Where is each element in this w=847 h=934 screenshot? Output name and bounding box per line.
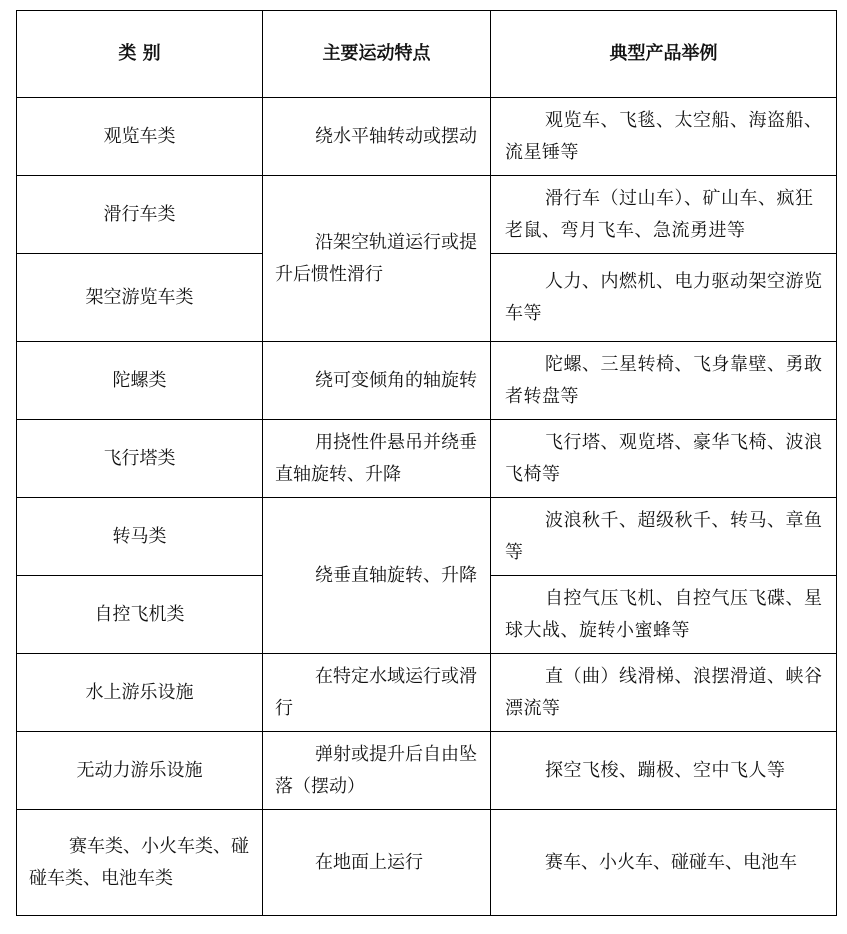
examples-cell: 赛车、小火车、碰碰车、电池车 bbox=[491, 810, 837, 916]
examples-cell: 直（曲）线滑梯、浪摆滑道、峡谷漂流等 bbox=[491, 654, 837, 732]
feature-cell: 沿架空轨道运行或提升后惯性滑行 bbox=[263, 176, 491, 342]
category-cell: 赛车类、小火车类、碰碰车类、电池车类 bbox=[17, 810, 263, 916]
category-cell: 无动力游乐设施 bbox=[17, 732, 263, 810]
header-examples: 典型产品举例 bbox=[491, 11, 837, 98]
category-cell: 转马类 bbox=[17, 498, 263, 576]
category-cell: 观览车类 bbox=[17, 98, 263, 176]
examples-cell: 陀螺、三星转椅、飞身靠壁、勇敢者转盘等 bbox=[491, 342, 837, 420]
examples-cell: 探空飞梭、蹦极、空中飞人等 bbox=[491, 732, 837, 810]
header-feature: 主要运动特点 bbox=[263, 11, 491, 98]
examples-cell: 人力、内燃机、电力驱动架空游览车等 bbox=[491, 254, 837, 342]
feature-cell: 绕水平轴转动或摆动 bbox=[263, 98, 491, 176]
examples-cell: 观览车、飞毯、太空船、海盗船、流星锤等 bbox=[491, 98, 837, 176]
examples-cell: 飞行塔、观览塔、豪华飞椅、波浪飞椅等 bbox=[491, 420, 837, 498]
feature-cell: 绕可变倾角的轴旋转 bbox=[263, 342, 491, 420]
feature-cell: 在地面上运行 bbox=[263, 810, 491, 916]
table-row bbox=[17, 98, 837, 176]
category-cell: 陀螺类 bbox=[17, 342, 263, 420]
feature-cell: 绕垂直轴旋转、升降 bbox=[263, 498, 491, 654]
category-cell: 架空游览车类 bbox=[17, 254, 263, 342]
table-row bbox=[17, 176, 837, 254]
examples-cell: 自控气压飞机、自控气压飞碟、星球大战、旋转小蜜蜂等 bbox=[491, 576, 837, 654]
feature-cell: 弹射或提升后自由坠落（摆动） bbox=[263, 732, 491, 810]
category-cell: 自控飞机类 bbox=[17, 576, 263, 654]
table-row bbox=[17, 420, 837, 498]
feature-cell: 在特定水域运行或滑行 bbox=[263, 654, 491, 732]
category-cell: 飞行塔类 bbox=[17, 420, 263, 498]
table-row bbox=[17, 810, 837, 916]
table-row bbox=[17, 732, 837, 810]
table-header-row bbox=[17, 11, 837, 98]
header-category: 类 别 bbox=[17, 11, 263, 98]
examples-cell: 滑行车（过山车）、矿山车、疯狂老鼠、弯月飞车、急流勇进等 bbox=[491, 176, 837, 254]
examples-cell: 波浪秋千、超级秋千、转马、章鱼等 bbox=[491, 498, 837, 576]
table-row bbox=[17, 654, 837, 732]
amusement-equipment-table bbox=[16, 10, 837, 916]
table-row bbox=[17, 342, 837, 420]
category-cell: 滑行车类 bbox=[17, 176, 263, 254]
table-row bbox=[17, 498, 837, 576]
feature-cell: 用挠性件悬吊并绕垂直轴旋转、升降 bbox=[263, 420, 491, 498]
category-cell: 水上游乐设施 bbox=[17, 654, 263, 732]
